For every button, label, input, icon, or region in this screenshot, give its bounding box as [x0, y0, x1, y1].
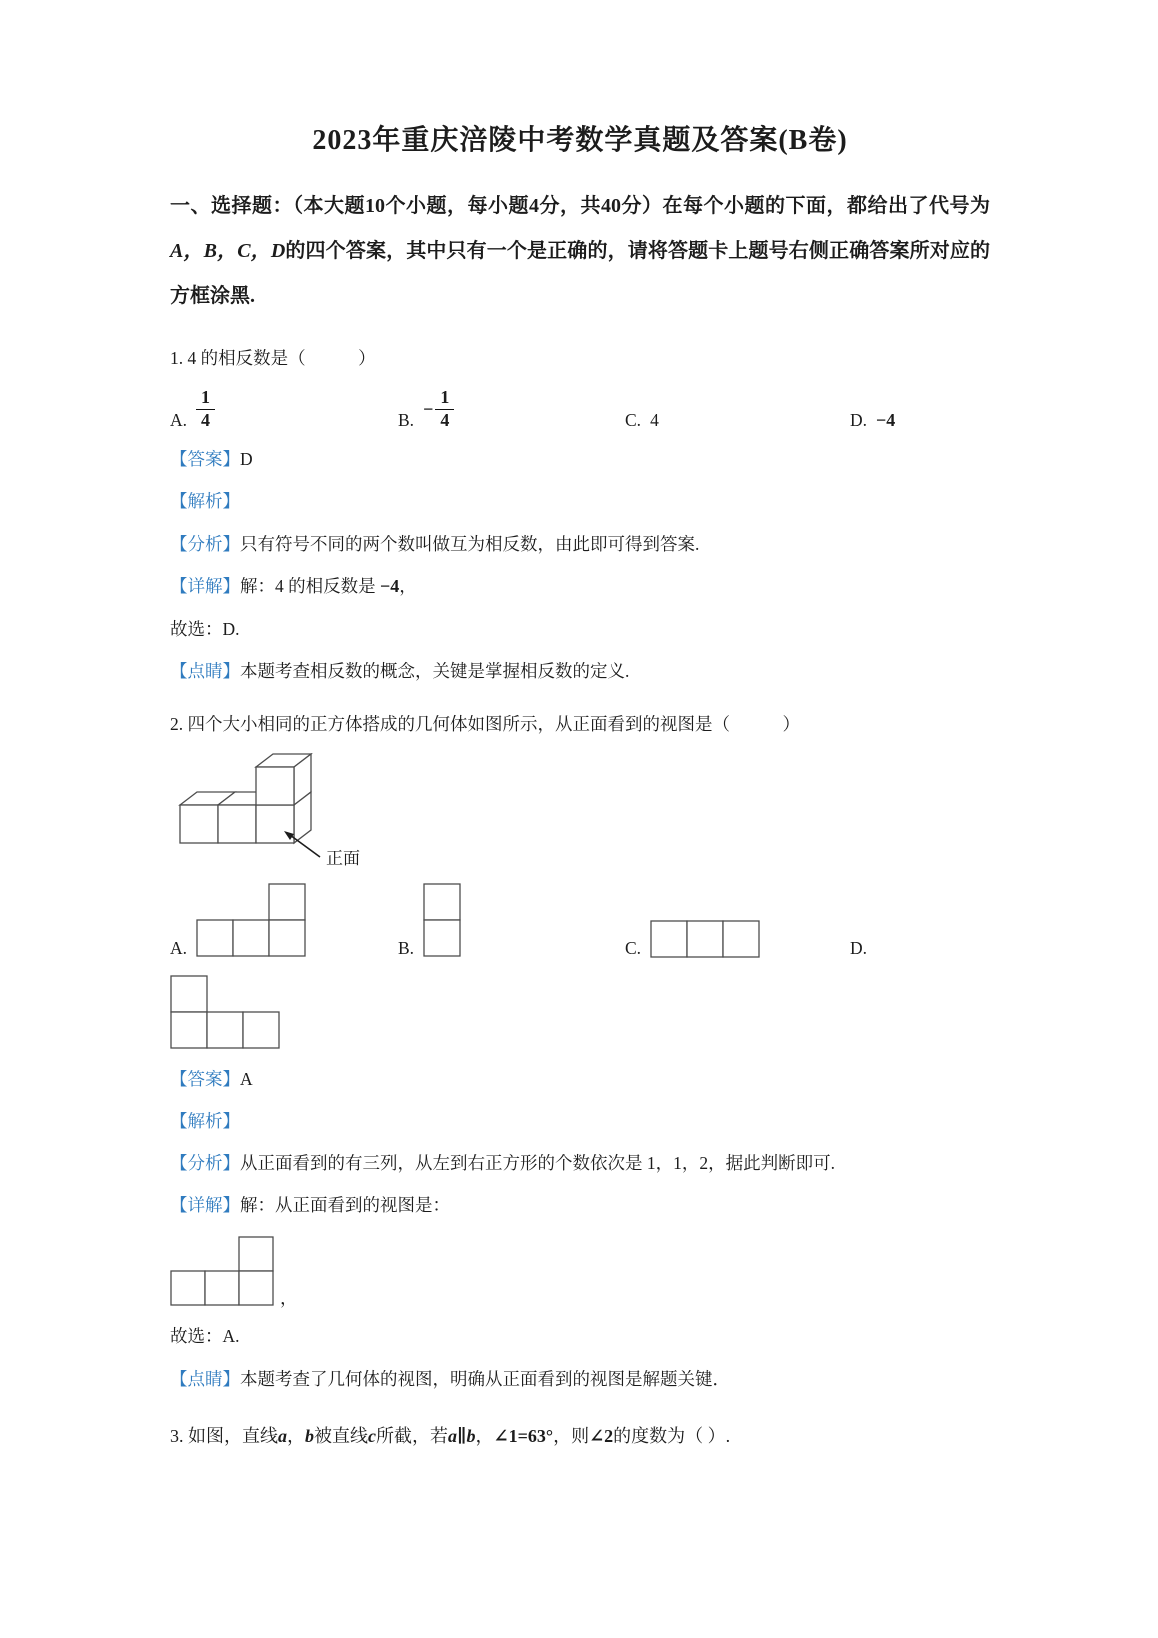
angle-1-expression: ∠1=63° — [493, 1425, 554, 1446]
choice-line: 故选：A. — [170, 1326, 240, 1347]
dianjing-text: 本题考查相反数的概念，关键是掌握相反数的定义. — [240, 660, 630, 681]
dianjing-text: 本题考查了几何体的视图，明确从正面看到的视图是解题关键． — [240, 1368, 730, 1389]
figure-trailing-comma: ， — [280, 1288, 298, 1309]
xiangjie-text: 解：从正面看到的视图是： — [240, 1195, 450, 1216]
question-2-solid-figure — [170, 753, 990, 871]
choice-line: 故选：D. — [170, 618, 240, 639]
detail-line — [170, 1192, 990, 1219]
section-instructions — [170, 184, 990, 319]
line-a-variable: a — [278, 1425, 287, 1446]
question-2-option-a — [170, 881, 398, 959]
analysis-line — [170, 1150, 990, 1177]
xiangjie-text: 解：4 的相反数是 — [240, 575, 376, 596]
dianjing-marker: 【点睛】 — [170, 660, 240, 681]
q3-text: 3. 如图，直线 — [170, 1425, 278, 1446]
answer-line — [170, 1066, 990, 1093]
question-1-option-d — [850, 410, 895, 431]
instructions-option-letters: A，B，C，D — [170, 240, 286, 262]
question-2-stem: 2. 四个大小相同的正方体搭成的几何体如图所示，从正面看到的视图是（ ） — [170, 713, 800, 734]
question-3-stem — [170, 1423, 990, 1451]
answer-line — [170, 446, 990, 473]
view-option-d-figure — [170, 973, 282, 1051]
option-a-letter: A. — [170, 410, 188, 431]
question-2-options — [170, 881, 990, 959]
question-3 — [170, 1423, 990, 1451]
fraction-one-fourth — [196, 387, 215, 431]
question-1-options — [170, 387, 990, 431]
fraction-numerator: 1 — [201, 387, 211, 408]
option-d-value: −4 — [876, 410, 896, 431]
q3-text: ，则 — [553, 1425, 590, 1446]
fraction-numerator: 1 — [440, 387, 450, 408]
angle-2-expression: ∠2 — [589, 1425, 614, 1446]
fenxi-marker: 【分析】 — [170, 533, 240, 554]
q3-text: ， — [287, 1425, 305, 1446]
page-title: 2023年重庆涪陵中考数学真题及答案(B卷) — [312, 125, 848, 156]
question-2-option-b — [398, 881, 625, 959]
negative-fraction-one-fourth — [423, 387, 454, 431]
front-face-label: 正面 — [326, 848, 360, 868]
option-d-letter: D. — [850, 410, 868, 431]
answer-marker: 【答案】 — [170, 1068, 240, 1089]
answer-value: D — [240, 449, 253, 470]
question-2 — [170, 711, 990, 1393]
tip-line — [170, 1366, 990, 1393]
tip-line — [170, 658, 990, 685]
fenxi-text: 从正面看到的有三列，从左到右正方形的个数依次是 1，1，2，据此判断即可. — [240, 1153, 835, 1174]
option-c-letter: C. — [625, 937, 642, 958]
question-1-option-c — [625, 410, 850, 431]
question-2-option-d — [850, 938, 867, 959]
fraction-one-fourth-b — [435, 387, 454, 431]
isometric-cubes-figure — [170, 753, 420, 871]
analysis-marker: 【解析】 — [170, 491, 240, 512]
fenxi-text: 只有符号不同的两个数叫做互为相反数，由此即可得到答案. — [240, 533, 700, 554]
answer-view-figure — [170, 1234, 276, 1308]
minus-sign: − — [423, 398, 434, 419]
question-1 — [170, 345, 990, 685]
fenxi-marker: 【分析】 — [170, 1153, 240, 1174]
q3-text: 被直线 — [314, 1425, 368, 1446]
answer-value: A — [240, 1068, 253, 1089]
analysis-header-line — [170, 488, 990, 515]
view-option-a-figure — [196, 881, 308, 959]
dianjing-marker: 【点睛】 — [170, 1368, 240, 1389]
analysis-header-line — [170, 1108, 990, 1135]
analysis-marker: 【解析】 — [170, 1111, 240, 1132]
xiangjie-text-post: ， — [399, 575, 417, 596]
line-c-variable: c — [368, 1425, 376, 1446]
question-1-option-b — [398, 387, 625, 431]
analysis-line — [170, 531, 990, 558]
question-2-option-c — [625, 919, 850, 959]
xiangjie-marker: 【详解】 — [170, 1195, 240, 1216]
parallel-expression: a∥b — [448, 1425, 476, 1446]
option-c-value: 4 — [650, 410, 659, 431]
option-c-letter: C. — [625, 410, 642, 431]
view-option-b-figure — [423, 881, 463, 959]
answer-marker: 【答案】 — [170, 449, 240, 470]
fraction-denominator: 4 — [196, 409, 215, 432]
answer-view-figure-block — [170, 1234, 990, 1308]
option-d-letter: D. — [850, 937, 868, 958]
instructions-text-post: 的四个答案，其中只有一个是正确的，请将答题卡上题号右侧正确答案所对应的方框涂黑. — [170, 240, 991, 307]
option-b-letter: B. — [398, 410, 415, 431]
question-1-option-a — [170, 387, 398, 431]
q3-text: ， — [475, 1425, 494, 1446]
option-a-letter: A. — [170, 937, 188, 958]
option-b-letter: B. — [398, 937, 415, 958]
q3-text: 的度数为（ ）. — [613, 1425, 731, 1446]
line-b-variable: b — [305, 1425, 314, 1446]
question-1-stem: 1. 4 的相反数是（ ） — [170, 348, 376, 368]
instructions-text-pre: 一、选择题：（本大题10个小题，每小题4分，共40分）在每个小题的下面，都给出了代号为 — [170, 195, 990, 217]
fraction-denominator: 4 — [435, 409, 454, 432]
detail-line — [170, 573, 990, 601]
xiangjie-marker: 【详解】 — [170, 575, 240, 596]
q3-text: 所截，若 — [376, 1425, 448, 1446]
view-option-c-figure — [650, 919, 762, 959]
question-2-option-d-figure-block — [170, 973, 990, 1051]
xiangjie-math: −4 — [380, 575, 400, 596]
